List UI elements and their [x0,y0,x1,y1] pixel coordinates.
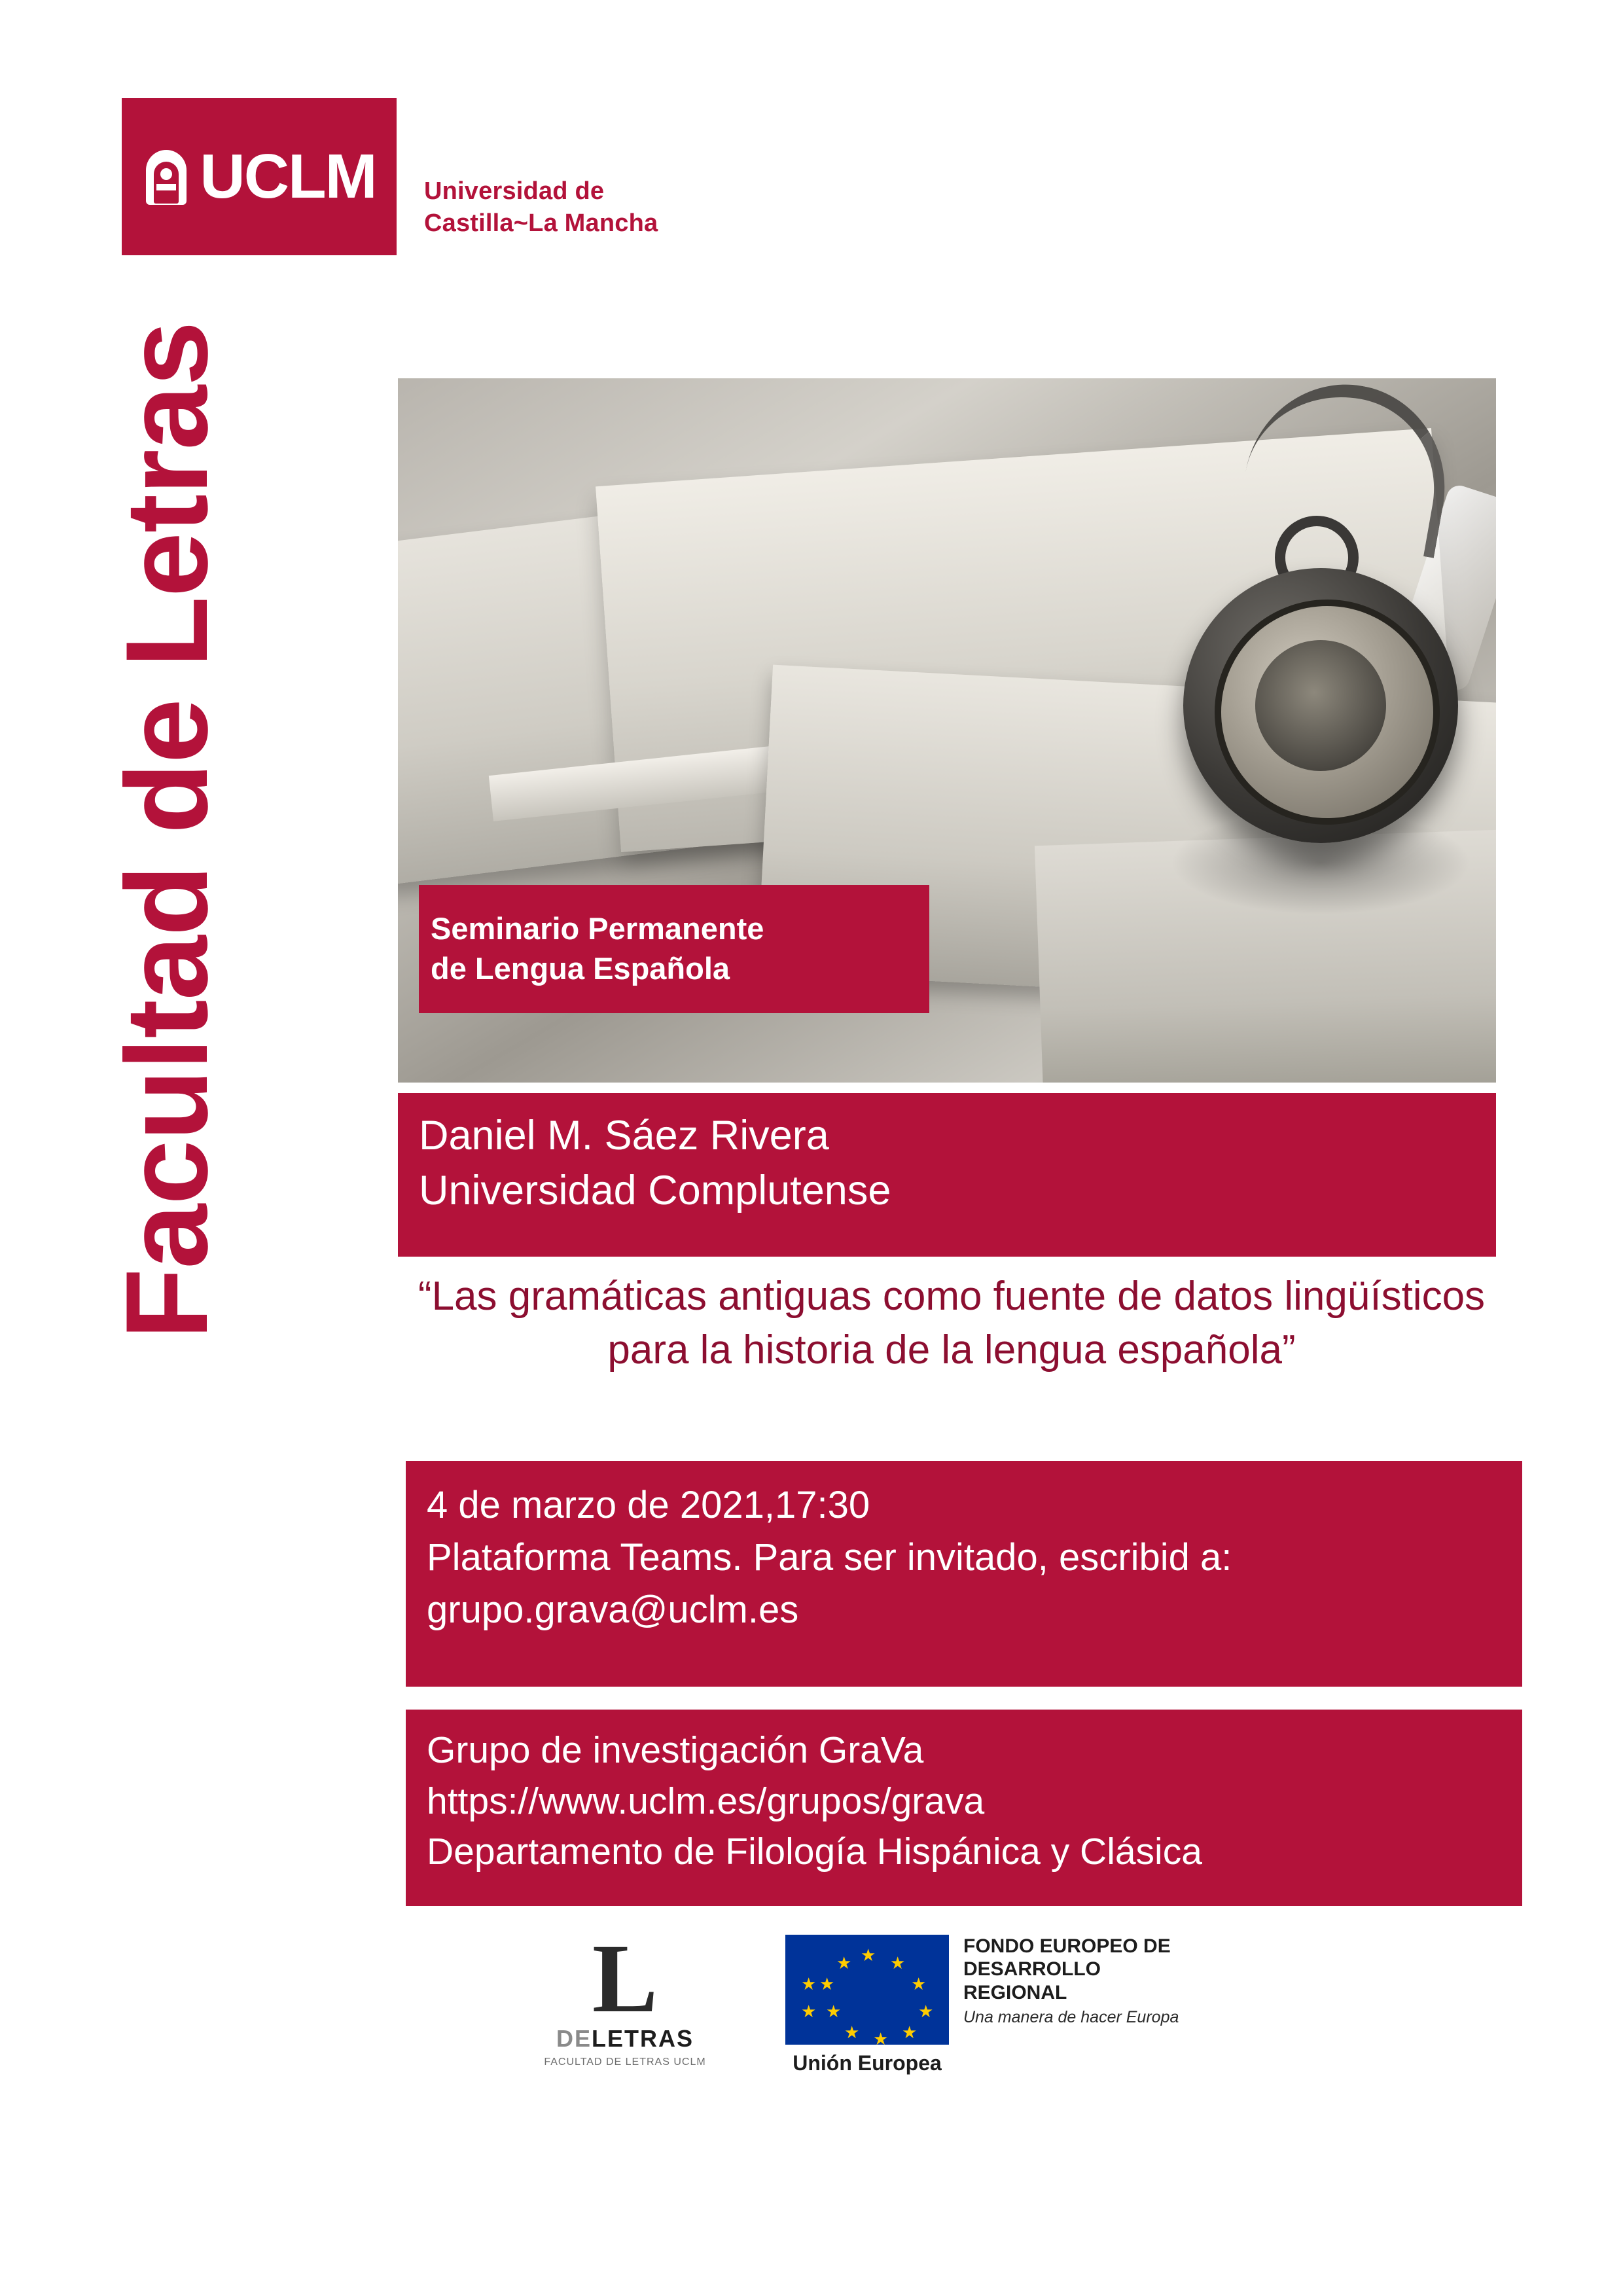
talk-title: “Las gramáticas antiguas como fuente de datos lingüísticos para la historia de la lengua española” [418,1274,1486,1373]
uclm-arch-icon [142,149,190,205]
event-platform: Plataforma Teams. Para ser invitado, escribid a: [427,1536,1232,1579]
research-group-band [406,1710,1522,1906]
university-name-line1: Universidad de [424,177,605,205]
seminar-label-line1: Seminario Permanente [431,911,764,946]
european-union-flag-icon: ★ ★ ★ ★ ★ ★ ★ ★ ★ ★ ★ ★ [785,1935,949,2045]
university-name [424,175,658,239]
faculty-vertical-title: Facultad de Letras [101,321,232,1340]
erdf-slogan: Una manera de hacer Europa [963,2008,1179,2027]
erdf-line1: FONDO EUROPEO DE [963,1935,1171,1957]
deletras-wordmark [530,2025,720,2053]
speaker-name: Daniel M. Sáez Rivera [419,1113,829,1158]
european-union-logo [785,1935,1204,2075]
event-info-band [406,1461,1522,1687]
european-union-caption: Unión Europea [793,2051,942,2075]
university-name-line2: Castilla~La Mancha [424,209,658,237]
deletras-logo [530,1924,720,2068]
department-name: Departamento de Filología Hispánica y Clásica [427,1831,1202,1873]
research-group-name: Grupo de investigación GraVa [427,1729,924,1771]
deletras-suffix: LETRAS [592,2024,694,2052]
seminar-label [419,885,929,1013]
deletras-prefix: DE [556,2024,592,2052]
uclm-logo [122,98,397,255]
speaker-band [398,1093,1496,1257]
event-datetime: 4 de marzo de 2021,17:30 [427,1484,870,1526]
erdf-line2: DESARROLLO REGIONAL [963,1958,1101,2003]
research-group-url[interactable]: https://www.uclm.es/grupos/grava [427,1780,985,1822]
footer-logos [510,1924,1230,2094]
watch-movement [1255,640,1386,771]
seminar-label-line2: de Lengua Española [431,951,730,986]
deletras-subtitle: FACULTAD DE LETRAS UCLM [544,2056,706,2068]
letter-l-icon: L [592,1924,658,2033]
speaker-affiliation: Universidad Complutense [419,1167,891,1213]
uclm-wordmark: UCLM [200,141,376,211]
contact-email[interactable]: grupo.grava@uclm.es [427,1588,799,1632]
